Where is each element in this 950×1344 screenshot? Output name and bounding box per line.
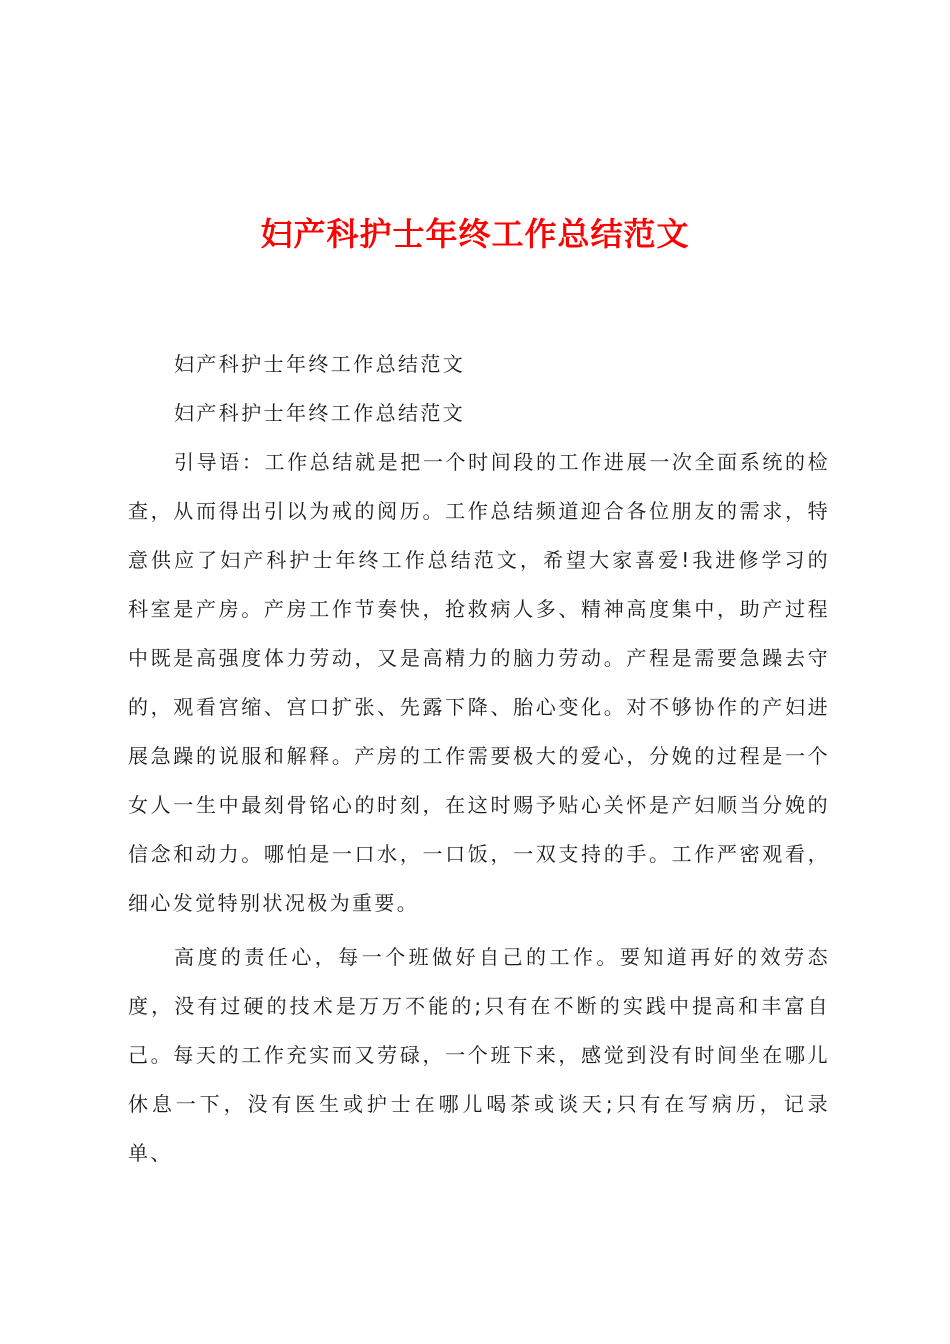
body-paragraph-intro: 引导语：工作总结就是把一个时间段的工作进展一次全面系统的检查，从而得出引以为戒的阅历。工作总结频道迎合各位朋友的需求，特意供应了妇产科护士年终工作总结范文，希望大家喜爱!我进修学习的科室是产房。产房工作节奏快，抢救病人多、精神高度集中，助产过程中既是高强度体力劳动，又是高精力的脑力劳动。产程是需要急躁去守的，观看宫缩、宫口扩张、先露下降、胎心变化。对不够协作的产妇进展急躁的说服和解释。产房的工作需要极大的爱心，分娩的过程是一个女人一生中最刻骨铭心的时刻，在这时赐予贴心关怀是产妇顺当分娩的信念和动力。哪怕是一口水，一口饭，一双支持的手。工作严密观看，细心发觉特别状况极为重要。 xyxy=(128,450,830,915)
body-paragraph-responsibility: 高度的责任心，每一个班做好自己的工作。要知道再好的效劳态度，没有过硬的技术是万万不能的;只有在不断的实践中提高和丰富自己。每天的工作充实而又劳碌，一个班下来，感觉到没有时间坐在哪儿休息一下，没有医生或护士在哪儿喝茶或谈天;只有在写病历，记录单、 xyxy=(128,945,830,1165)
document-title: 妇产科护士年终工作总结范文 xyxy=(260,215,690,253)
subtitle-line-2: 妇产科护士年终工作总结范文 xyxy=(174,401,466,425)
document-body xyxy=(128,340,830,1178)
subtitle-line-1: 妇产科护士年终工作总结范文 xyxy=(174,352,466,376)
